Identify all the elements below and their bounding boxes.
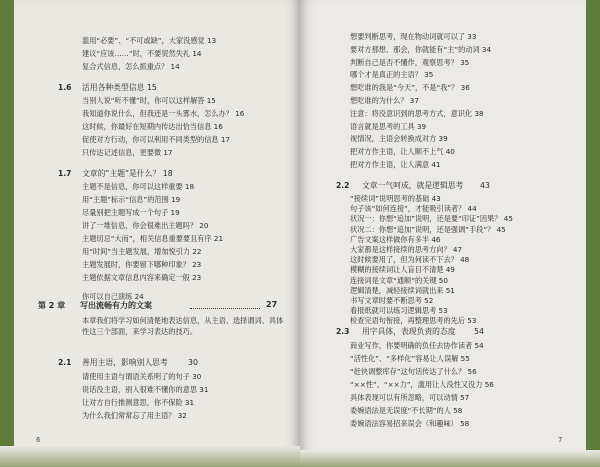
toc-entry: [350, 225, 506, 234]
toc-entry: [350, 96, 419, 105]
toc-entry-title: 主题不是信息，你可以这样重要: [82, 182, 183, 191]
toc-entry: [350, 341, 484, 350]
toc-entry-title: 哪个才是真正的主语？: [350, 70, 422, 80]
toc-entry-title: 模糊的接续词让人盲目不清楚: [350, 265, 444, 275]
toc-entry-page: 57: [457, 393, 470, 402]
toc-entry-page: 40: [443, 147, 455, 157]
toc-entry: [350, 58, 469, 67]
section-number: 1.7: [58, 169, 72, 178]
toc-entry-title: 大家都是这样接续的思考方向？: [350, 245, 451, 254]
toc-entry-page: 17: [161, 148, 173, 157]
toc-entry-title: 主题发展时，你要留下哪种印象？: [82, 260, 190, 269]
toc-entry-page: 54: [472, 341, 484, 350]
section-page: 43: [480, 181, 490, 190]
toc-entry: [350, 245, 462, 254]
toc-entry: [350, 286, 455, 295]
chapter-intro-line-2: 性这三个部面，来学习表达的技巧。: [82, 327, 198, 336]
toc-entry-title: 连接词是文章“通顺”的关键: [350, 275, 437, 285]
toc-entry-page: 45: [501, 214, 513, 224]
toc-entry: [350, 393, 469, 402]
toc-entry: [82, 260, 201, 269]
page-bottom-edge: [0, 446, 300, 467]
toc-entry-page: 37: [407, 96, 419, 105]
section-page: 30: [188, 358, 198, 367]
toc-entry-page: 32: [175, 411, 187, 420]
toc-entry-title: 广告文案这样做你有多半: [350, 234, 430, 244]
toc-entry: [82, 122, 223, 131]
toc-entry: [82, 182, 194, 191]
toc-entry-page: 53: [436, 306, 448, 316]
toc-entry-page: 18: [160, 169, 173, 178]
toc-entry-page: 35: [457, 57, 470, 67]
toc-entry-title: 讲了一堆信息，你会很难出主题吗？: [82, 221, 198, 230]
toc-entry: [350, 255, 469, 264]
toc-entry-title: 想吃谁的我是“今天”，不是“我”？: [350, 83, 459, 93]
toc-entry-title: 把对方作主语，让人顺不上气: [350, 147, 444, 157]
toc-entry-page: 18: [182, 182, 195, 191]
toc-entry: [82, 195, 180, 204]
cover-edge: [586, 0, 600, 467]
toc-entry-page: 48: [457, 255, 470, 265]
toc-entry: [82, 411, 187, 420]
toc-entry-title: 请使用主语与谓语关系明了的句子: [82, 372, 190, 381]
toc-entry-title: 滥用“必要”、“不可或缺”，大家没感觉: [82, 36, 205, 45]
toc-entry-title: “赶快调整库存”这句话传达了什么？: [350, 367, 466, 376]
toc-entry-page: 20: [197, 221, 209, 230]
toc-entry-title: 说话没主语，别人很难不懂你的意思: [82, 385, 198, 394]
toc-entry-title: 要对方那想、那会，你就能有“主”的动词: [350, 44, 480, 54]
toc-entry-page: 22: [190, 247, 202, 256]
toc-entry: [82, 96, 216, 105]
toc-entry: [350, 204, 477, 213]
toc-entry: [82, 135, 230, 144]
toc-entry-page: 58: [450, 406, 463, 415]
toc-entry-title: “接续词”说明思考的基础: [350, 194, 430, 203]
toc-entry-title: 委婉语法是无误度“不长期”的人: [350, 406, 451, 415]
toc-entry-title: 商业写作，你要明确的负任去协作读者: [350, 341, 473, 350]
toc-entry: [82, 247, 202, 256]
section-title: 文章一气呵成，就是逻辑思考: [362, 181, 464, 190]
toc-entry-page: 15: [144, 83, 157, 92]
toc-entry: [350, 276, 448, 285]
toc-entry-title: 让对方自行推测意思，你不保险: [82, 398, 183, 407]
section-number: 2.3: [336, 327, 350, 336]
toc-entry-title: 尽量别把主题写成一个句子: [82, 208, 169, 217]
section-title: 用字具体，表现负责的态度: [362, 327, 456, 336]
toc-entry-page: 55: [458, 354, 470, 363]
toc-entry-page: 30: [189, 372, 202, 381]
toc-entry-title: 视情况，主语会转换成对方: [350, 134, 437, 144]
toc-entry-page: 21: [211, 234, 224, 243]
toc-entry: [350, 194, 441, 203]
toc-entry: [350, 109, 484, 118]
toc-entry-title: 逻辑清楚，减轻接续词就出来: [350, 285, 444, 295]
cover-edge: [0, 0, 14, 467]
toc-entry: [350, 45, 491, 54]
toc-entry: [350, 214, 513, 223]
toc-entry: [82, 385, 208, 394]
toc-entry: [82, 62, 180, 71]
toc-entry: [350, 160, 441, 169]
toc-entry-page: 33: [465, 32, 477, 41]
right-page: [300, 0, 600, 467]
toc-entry-title: 具体表现可以有所忽略，可以动情: [350, 393, 458, 402]
toc-entry: [350, 235, 441, 244]
toc-entry-page: 23: [189, 260, 202, 269]
toc-entry-title: 主题切忌“大而”，相关信息重要要且有序: [82, 234, 212, 243]
page-bottom-edge: [300, 450, 600, 467]
toc-entry-page: 14: [190, 49, 202, 58]
toc-entry-page: 15: [204, 96, 216, 105]
toc-entry: [82, 169, 173, 178]
toc-entry: [82, 109, 244, 118]
toc-entry-page: 56: [482, 380, 494, 389]
toc-entry-title: 当别人说“听不懂”时，你可以这样解答: [82, 96, 205, 105]
toc-entry-title: 你可以自己演练: [82, 292, 133, 301]
toc-entry: [82, 208, 180, 217]
toc-entry-page: 17: [218, 135, 231, 144]
toc-entry-title: 建议“应该……”时，不要贸然失礼: [82, 49, 191, 58]
toc-entry-title: 检查完语句衔接，再整理思考的先后: [350, 316, 466, 326]
toc-entry-title: 主题依据文章信息内容来确定一般: [82, 273, 190, 282]
toc-entry-page: 47: [450, 245, 463, 254]
toc-entry-title: 把对方作主语，让人满意: [350, 160, 430, 169]
toc-entry-page: 38: [472, 108, 484, 118]
section-number: 1.6: [58, 83, 72, 92]
toc-entry-title: 这时候要用了，但为何读不下去？: [350, 255, 458, 265]
toc-entry: [350, 83, 470, 92]
toc-entry-page: 51: [443, 285, 455, 295]
toc-entry: [350, 122, 426, 131]
toc-entry-title: 这时候，你最好在短期内传达出恰当信息: [82, 122, 212, 131]
toc-entry-title: 为什么我们常常忘了用主语？: [82, 411, 176, 420]
toc-entry: [82, 372, 201, 381]
toc-entry: [350, 367, 477, 376]
toc-entry-page: 50: [436, 275, 448, 285]
toc-entry-title: “活性化”、“多样化”容易让人误解: [350, 354, 459, 363]
toc-entry-title: 判断自己是否不懂作，观察思考？: [350, 57, 458, 67]
toc-entry-page: 39: [436, 134, 448, 144]
toc-entry: [350, 147, 455, 156]
section-number: 2.2: [336, 181, 350, 190]
toc-entry-title: 状况一：你想“追加”说明，还是要“印证”因果？: [350, 214, 502, 224]
toc-entry-title: 委婉语法容易招来误会（和趣味）: [350, 419, 458, 428]
toc-entry: [350, 265, 455, 274]
toc-entry: [82, 221, 208, 230]
toc-entry-title: “××性”、“××力”，滥用让人没性又没力: [350, 380, 483, 389]
toc-entry-title: 注意：将没意识到的思考方式，意识化: [350, 108, 473, 118]
section-page: 54: [474, 327, 484, 336]
toc-entry-page: 43: [429, 194, 441, 203]
toc-entry-page: 31: [197, 385, 209, 394]
section-title: 善用主语，影响别人思考: [82, 358, 168, 367]
toc-entry-title: 想吃谁的为什么？: [350, 96, 408, 105]
toc-entry: [350, 354, 470, 363]
toc-entry-page: 36: [458, 83, 470, 93]
toc-entry: [82, 83, 157, 92]
toc-entry-page: 44: [465, 204, 477, 214]
page-number: 7: [558, 436, 563, 444]
toc-entry-page: 34: [479, 44, 492, 54]
toc-entry-page: 46: [429, 234, 441, 244]
chapter-leader: [190, 308, 260, 309]
toc-entry-page: 39: [414, 121, 427, 131]
toc-entry-title: 看报纸就可以练习逻辑思考: [350, 306, 437, 316]
toc-entry-page: 53: [465, 316, 477, 326]
toc-entry-page: 19: [168, 208, 180, 217]
toc-entry-title: 复合式信息，怎么抓重点？: [82, 62, 169, 71]
toc-entry-page: 56: [465, 367, 477, 376]
toc-entry: [82, 398, 194, 407]
toc-entry-title: 活用各种类型信息: [82, 83, 145, 92]
toc-entry: [82, 234, 223, 243]
toc-entry: [350, 380, 494, 389]
toc-entry-title: 用“时间”当主题发展，增加悦引力: [82, 247, 191, 256]
chapter-title: 写出流畅有力的文案: [80, 301, 152, 310]
chapter-page: 27: [266, 300, 278, 309]
toc-entry-title: 句子该“如何连接”，才能吸引读者？: [350, 204, 466, 214]
toc-entry-page: 45: [494, 224, 506, 234]
toc-entry-title: 我知道你说什么，但我还是一头雾水，怎么办？: [82, 109, 233, 118]
toc-entry-title: 用“主题”标示“信息”的范围: [82, 195, 169, 204]
chapter-label: 第 2 章: [38, 301, 66, 310]
toc-entry: [350, 306, 448, 315]
toc-entry-page: 19: [168, 195, 181, 204]
toc-entry-title: 状况二：你想“追加”说明，还是强调“手段”？: [350, 224, 495, 234]
chapter-intro-line-1: 本章我们将学习如何清楚地表达信息，从主语、选择谓词、具体: [82, 316, 284, 325]
toc-entry-title: 促使对方行动，你可以利用不同类型的信息: [82, 135, 219, 144]
toc-entry-page: 58: [457, 419, 470, 428]
toc-entry-page: 16: [211, 122, 223, 131]
toc-entry-title: 书写文章时要不断思考: [350, 296, 422, 305]
toc-entry: [350, 316, 476, 325]
page-number: 6: [36, 436, 41, 444]
toc-entry: [350, 32, 476, 41]
toc-entry-title: 文章的“主题”是什么？: [82, 169, 161, 178]
toc-entry-title: 想要判断思考，现在物动词就可以了: [350, 32, 466, 41]
toc-entry: [350, 419, 469, 428]
toc-entry: [350, 70, 433, 79]
toc-entry: [350, 134, 448, 143]
toc-entry: [82, 273, 201, 282]
toc-entry-page: 52: [421, 296, 434, 305]
toc-entry-page: 16: [232, 109, 245, 118]
toc-entry-page: 14: [168, 62, 180, 71]
toc-entry: [350, 296, 433, 305]
toc-entry-page: 24: [132, 292, 144, 301]
toc-entry-page: 35: [421, 70, 434, 80]
toc-entry: [82, 36, 216, 45]
section-number: 2.1: [58, 358, 72, 367]
toc-entry-page: 49: [443, 265, 455, 275]
toc-entry-page: 13: [204, 36, 217, 45]
toc-entry-page: 23: [189, 273, 202, 282]
toc-entry-title: 只传达记述信息，更要微: [82, 148, 162, 157]
toc-entry-page: 31: [182, 398, 195, 407]
toc-entry-page: 41: [429, 160, 441, 169]
toc-entry: [82, 49, 202, 58]
toc-entry-title: 语言就是思考的工具: [350, 121, 415, 131]
toc-entry: [82, 148, 173, 157]
toc-entry: [350, 406, 462, 415]
